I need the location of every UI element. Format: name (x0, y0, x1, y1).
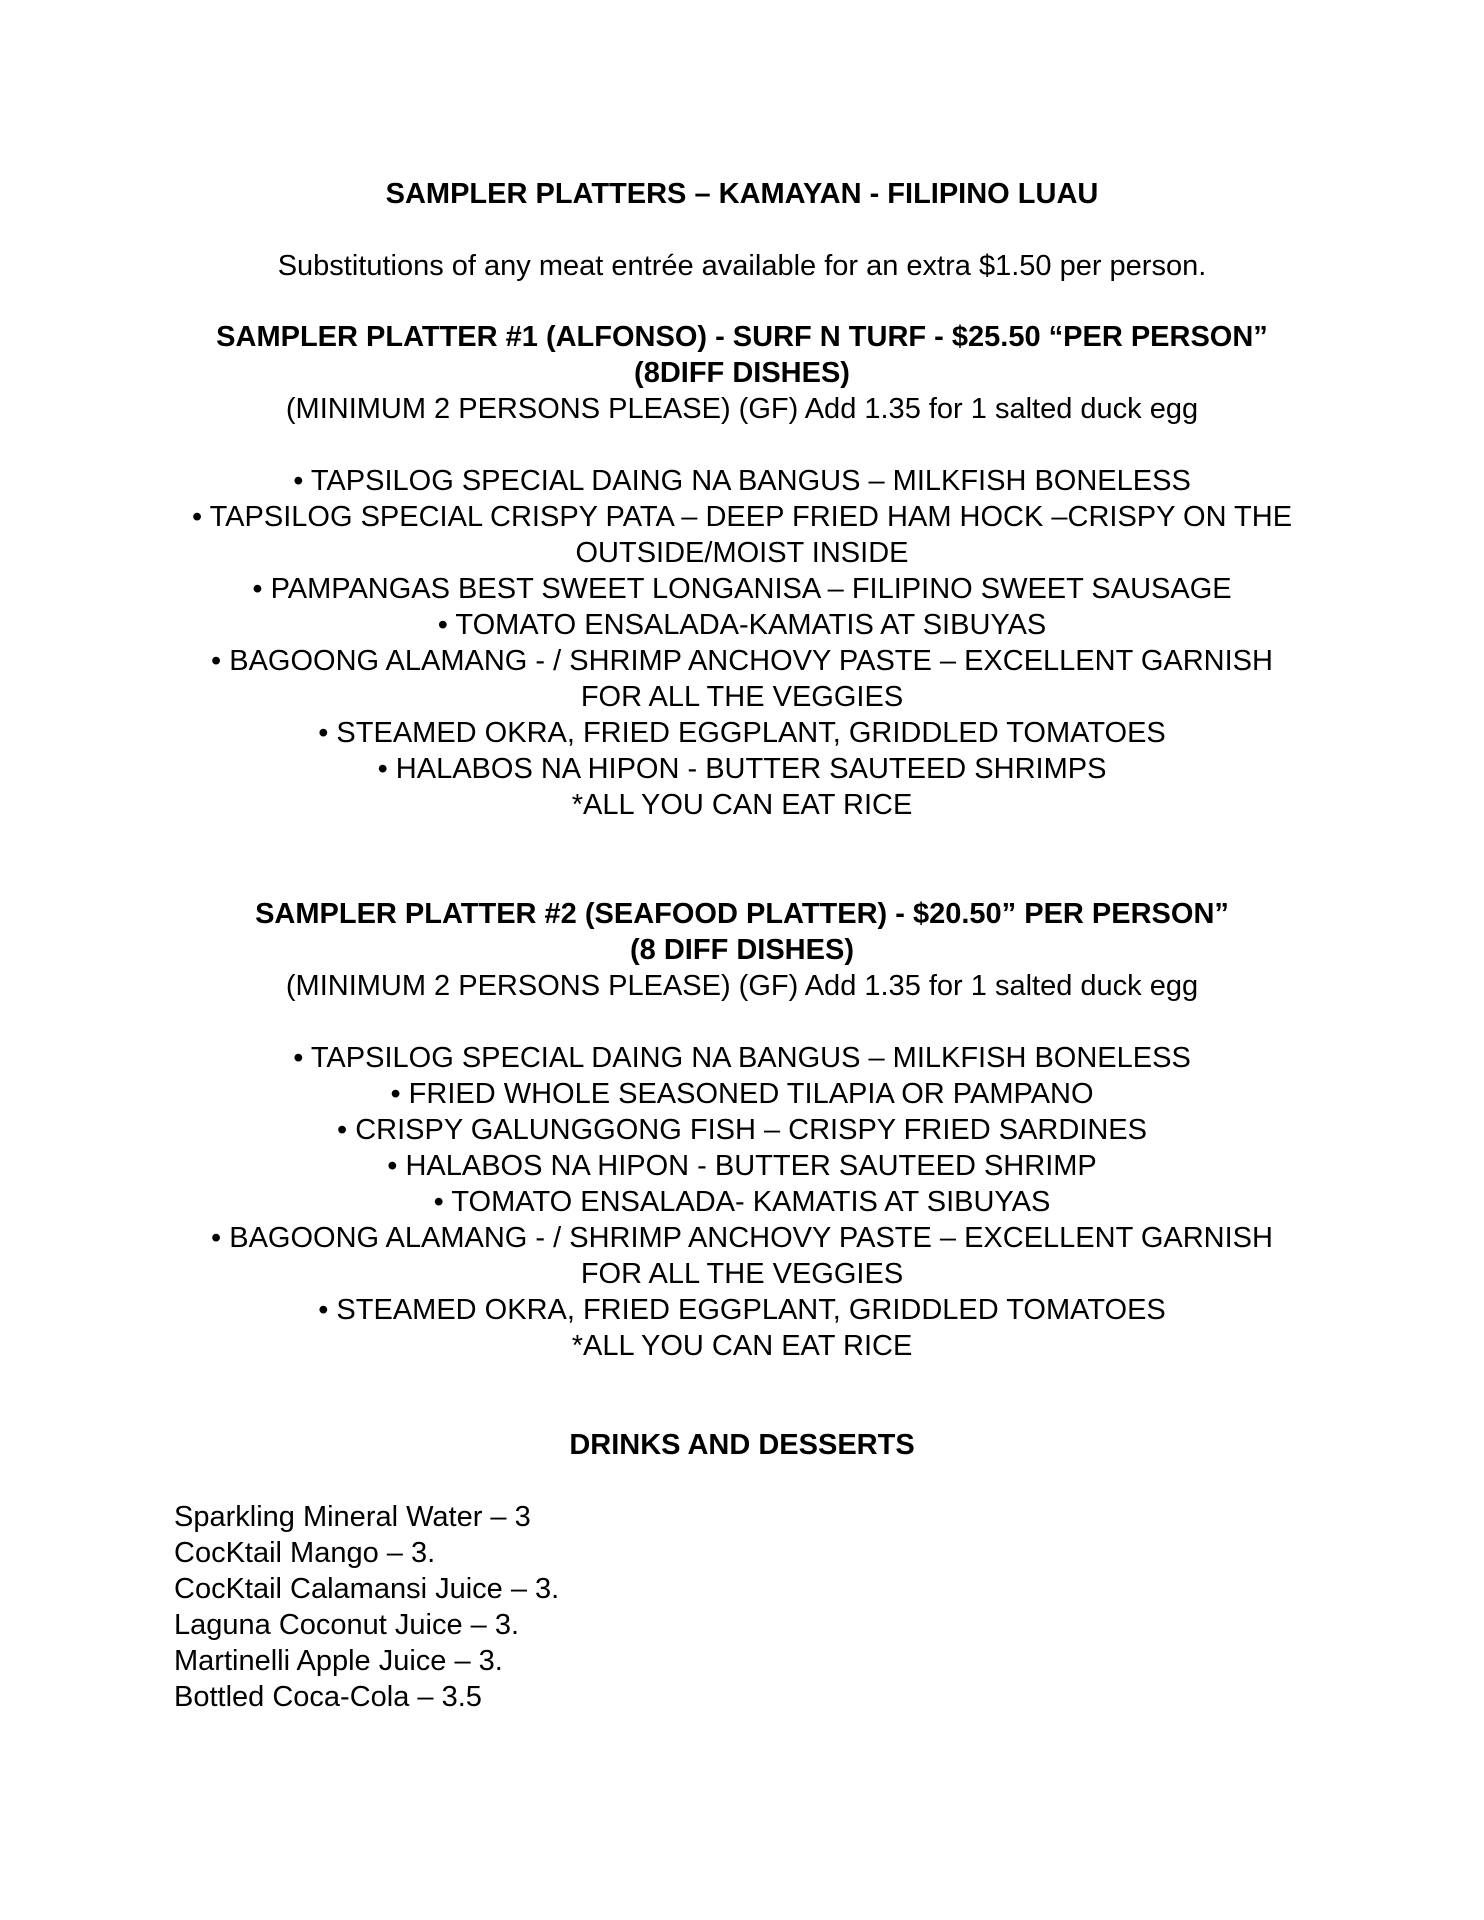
platter1-note: (MINIMUM 2 PERSONS PLEASE) (GF) Add 1.35 for 1 salted duck egg (285, 393, 1199, 425)
list-item: OUTSIDE/MOIST INSIDE (575, 537, 909, 569)
platter1-item-list (0, 463, 1484, 823)
drinks-list (174, 1499, 559, 1715)
list-item: *ALL YOU CAN EAT RICE (571, 789, 913, 821)
drink-item: Sparkling Mineral Water – 3 (174, 1501, 531, 1533)
list-item: • PAMPANGAS BEST SWEET LONGANISA – FILIPINO SWEET SAUSAGE (252, 573, 1232, 605)
list-item: • BAGOONG ALAMANG - / SHRIMP ANCHOVY PASTE – EXCELLENT GARNISH (211, 1222, 1273, 1254)
list-item: *ALL YOU CAN EAT RICE (571, 1330, 913, 1362)
platter1-heading-line2: (8DIFF DISHES) (634, 357, 850, 389)
list-item: • TAPSILOG SPECIAL CRISPY PATA – DEEP FRIED HAM HOCK –CRISPY ON THE (191, 501, 1293, 533)
drinks-heading: DRINKS AND DESSERTS (569, 1429, 915, 1461)
platter2-heading-line2: (8 DIFF DISHES) (630, 934, 854, 966)
list-item: • BAGOONG ALAMANG - / SHRIMP ANCHOVY PASTE – EXCELLENT GARNISH (211, 645, 1273, 677)
list-item: • STEAMED OKRA, FRIED EGGPLANT, GRIDDLED TOMATOES (318, 717, 1166, 749)
list-item: • STEAMED OKRA, FRIED EGGPLANT, GRIDDLED TOMATOES (318, 1294, 1166, 1326)
list-item: • TOMATO ENSALADA-KAMATIS AT SIBUYAS (437, 609, 1047, 641)
list-item: • FRIED WHOLE SEASONED TILAPIA OR PAMPANO (390, 1078, 1094, 1110)
list-item: FOR ALL THE VEGGIES (580, 1258, 904, 1290)
platter2-heading-line1: SAMPLER PLATTER #2 (SEAFOOD PLATTER) - $20.50” PER PERSON” (255, 898, 1229, 930)
list-item: • TOMATO ENSALADA- KAMATIS AT SIBUYAS (433, 1186, 1051, 1218)
list-item: • HALABOS NA HIPON - BUTTER SAUTEED SHRIMP (387, 1150, 1097, 1182)
platter1-heading (0, 319, 1484, 391)
list-item: FOR ALL THE VEGGIES (580, 681, 904, 713)
list-item: • CRISPY GALUNGGONG FISH – CRISPY FRIED SARDINES (337, 1114, 1147, 1146)
list-item: • TAPSILOG SPECIAL DAING NA BANGUS – MILKFISH BONELESS (293, 465, 1191, 497)
drink-item: CocKtail Calamansi Juice – 3. (174, 1573, 560, 1605)
list-item: • TAPSILOG SPECIAL DAING NA BANGUS – MILKFISH BONELESS (293, 1042, 1191, 1074)
platter2-heading (0, 896, 1484, 968)
drink-item: Bottled Coca-Cola – 3.5 (174, 1681, 482, 1713)
substitution-note: Substitutions of any meat entrée available for an extra $1.50 per person. (277, 250, 1207, 282)
drink-item: Martinelli Apple Juice – 3. (174, 1645, 503, 1677)
page-title: SAMPLER PLATTERS – KAMAYAN - FILIPINO LUAU (385, 178, 1099, 210)
platter2-note: (MINIMUM 2 PERSONS PLEASE) (GF) Add 1.35 for 1 salted duck egg (285, 970, 1199, 1002)
platter1-heading-line1: SAMPLER PLATTER #1 (ALFONSO) - SURF N TURF - $25.50 “PER PERSON” (216, 321, 1268, 353)
platter2-item-list (0, 1040, 1484, 1364)
list-item: • HALABOS NA HIPON - BUTTER SAUTEED SHRIMPS (377, 753, 1107, 785)
drink-item: CocKtail Mango – 3. (174, 1537, 436, 1569)
drink-item: Laguna Coconut Juice – 3. (174, 1609, 520, 1641)
